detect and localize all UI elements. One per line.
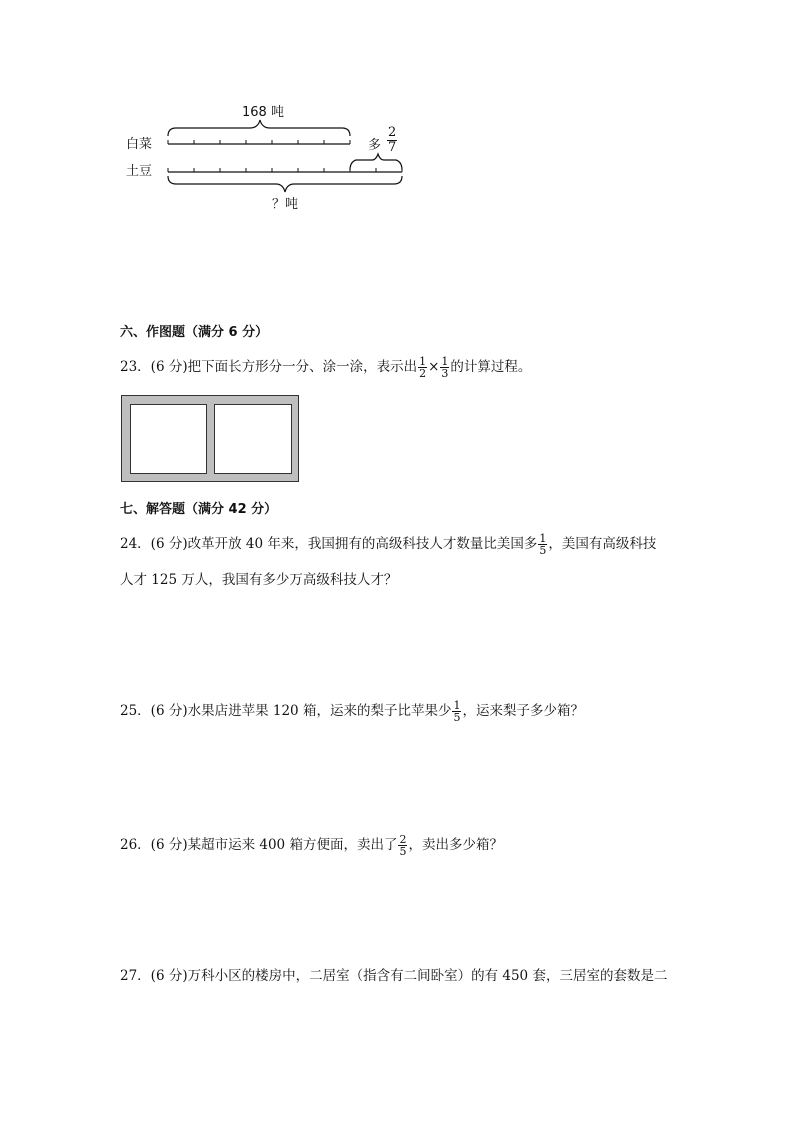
fraction-numerator: 1 bbox=[539, 532, 547, 545]
section-7-heading: 七、解答题（满分 42 分） bbox=[120, 502, 278, 517]
more-fraction-denominator: 7 bbox=[388, 140, 397, 155]
question-25 bbox=[120, 700, 584, 723]
more-fraction-numerator: 2 bbox=[388, 125, 397, 140]
fraction-one-half bbox=[418, 356, 427, 379]
fraction-denominator: 2 bbox=[419, 367, 427, 380]
question-24-prefix: 24．(6 分)改革开放 40 年来，我国拥有的高级科技人才数量比美国多 bbox=[120, 536, 538, 552]
question-23 bbox=[120, 356, 531, 379]
bottom-quantity-label: ？吨 bbox=[272, 197, 299, 212]
fraction-one-fifth bbox=[538, 533, 547, 556]
fraction-numerator: 1 bbox=[441, 355, 449, 368]
times-sign: × bbox=[428, 359, 440, 375]
potato-label: 土豆 bbox=[126, 164, 153, 179]
question-24-line-2: 人才 125 万人，我国有多少万高级科技人才？ bbox=[120, 572, 398, 588]
more-fraction bbox=[387, 126, 397, 155]
drawing-rectangle[interactable] bbox=[121, 395, 299, 482]
top-brace bbox=[168, 120, 350, 136]
fraction-denominator: 5 bbox=[539, 544, 547, 557]
question-24-line-1 bbox=[120, 533, 656, 556]
question-26-suffix: ，卖出多少箱？ bbox=[408, 837, 503, 853]
question-23-prefix: 23．(6 分)把下面长方形分一分、涂一涂，表示出 bbox=[120, 359, 418, 375]
section-6-heading: 六、作图题（满分 6 分） bbox=[120, 325, 269, 340]
rectangle-left-square[interactable] bbox=[130, 404, 207, 474]
question-25-prefix: 25．(6 分)水果店进苹果 120 箱，运来的梨子比苹果少 bbox=[120, 703, 452, 719]
rectangle-right-square[interactable] bbox=[214, 404, 292, 474]
more-label: 多 bbox=[368, 138, 382, 153]
question-27: 27．(6 分)万科小区的楼房中，二居室（指含有二间卧室）的有 450 套，三居室的套数是二 bbox=[120, 968, 668, 984]
fraction-denominator: 3 bbox=[441, 367, 449, 380]
segment-diagram bbox=[120, 98, 420, 213]
fraction-one-third bbox=[440, 356, 449, 379]
question-25-suffix: ，运来梨子多少箱？ bbox=[462, 703, 584, 719]
top-quantity-label: 168 吨 bbox=[242, 105, 284, 120]
fraction-numerator: 1 bbox=[453, 699, 461, 712]
question-24-suffix: ，美国有高级科技 bbox=[548, 536, 657, 552]
question-26 bbox=[120, 834, 503, 857]
potato-ticks bbox=[168, 168, 402, 172]
fraction-numerator: 1 bbox=[419, 355, 427, 368]
fraction-denominator: 5 bbox=[453, 711, 461, 724]
extra-brace bbox=[350, 154, 402, 170]
fraction-one-fifth bbox=[452, 700, 461, 723]
fraction-denominator: 5 bbox=[399, 845, 407, 858]
bottom-brace bbox=[168, 176, 402, 192]
cabbage-label: 白菜 bbox=[126, 137, 153, 152]
cabbage-ticks bbox=[168, 140, 350, 144]
fraction-two-fifths bbox=[398, 834, 407, 857]
question-26-prefix: 26．(6 分)某超市运来 400 箱方便面，卖出了 bbox=[120, 837, 398, 853]
question-23-suffix: 的计算过程。 bbox=[450, 359, 532, 375]
fraction-numerator: 2 bbox=[399, 833, 407, 846]
